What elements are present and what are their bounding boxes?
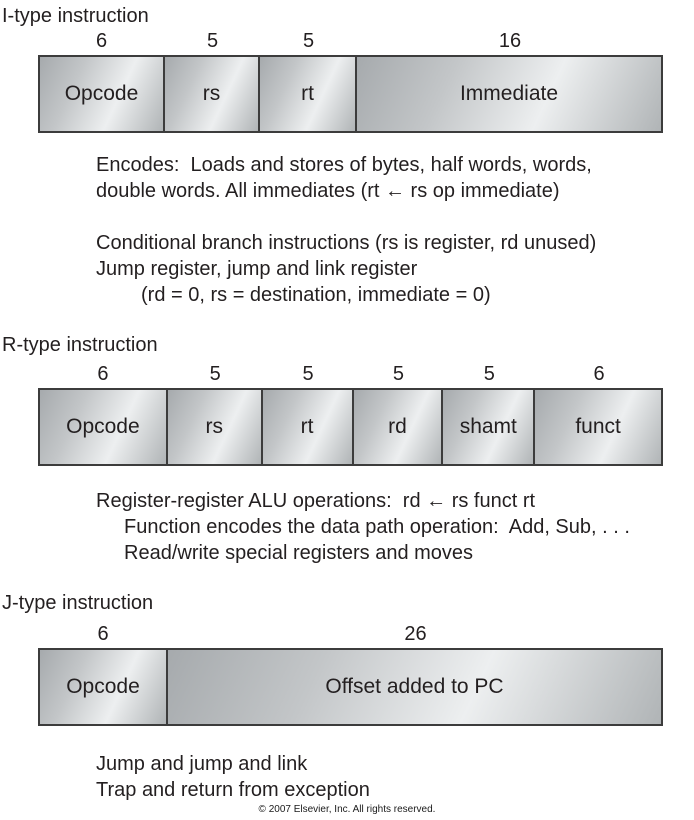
- field-box-rd: rd: [354, 388, 444, 466]
- itype-field-opcode: [38, 28, 165, 133]
- itype-field-immediate: [357, 28, 663, 133]
- bit-width-label: 26: [404, 623, 427, 645]
- field-box-shamt: shamt: [443, 388, 535, 466]
- note-line: Jump and jump and link: [96, 753, 308, 775]
- itype-field-rs: [165, 28, 260, 133]
- note-line: Trap and return from exception: [96, 779, 370, 801]
- jtype-title: J-type instruction: [2, 592, 154, 614]
- field-box-opcode: Opcode: [38, 55, 165, 133]
- note-line: double words. All immediates (rt ← rs op immediate): [96, 180, 560, 202]
- field-box-rs: rs: [165, 55, 260, 133]
- jtype-field-opcode: [38, 621, 168, 726]
- bit-width-label: 5: [206, 30, 219, 52]
- section-rtype: [0, 333, 694, 566]
- field-box-opcode: Opcode: [38, 388, 168, 466]
- rtype-field-rd: [354, 361, 444, 466]
- bit-width-label: 5: [483, 363, 495, 385]
- bit-width-label: 5: [302, 30, 315, 52]
- field-box-rs: rs: [168, 388, 263, 466]
- note-line: Conditional branch instructions (rs is register, rd unused): [96, 232, 597, 254]
- field-box-rt: rt: [260, 55, 357, 133]
- jtype-field-offset: [168, 621, 663, 726]
- field-box-opcode: Opcode: [38, 648, 168, 726]
- bit-width-label: 6: [97, 363, 109, 385]
- field-box-funct: funct: [535, 388, 663, 466]
- bit-width-label: 6: [593, 363, 605, 385]
- bit-width-label: 5: [392, 363, 404, 385]
- rtype-title: R-type instruction: [2, 334, 158, 356]
- note-line: Read/write special registers and moves: [124, 542, 474, 564]
- bit-width-label: 6: [97, 623, 109, 645]
- field-box-immediate: Immediate: [357, 55, 663, 133]
- field-box-rt: rt: [263, 388, 354, 466]
- itype-field-rt: [260, 28, 357, 133]
- bit-width-label: 5: [302, 363, 314, 385]
- note-line: Encodes: Loads and stores of bytes, half words, words,: [96, 154, 592, 176]
- note-line: (rd = 0, rs = destination, immediate = 0): [141, 284, 491, 306]
- rtype-format-diagram: [38, 361, 663, 466]
- copyright-notice: © 2007 Elsevier, Inc. All rights reserved.: [258, 804, 436, 815]
- note-line: Jump register, jump and link register: [96, 258, 418, 280]
- section-jtype: [0, 591, 694, 803]
- field-box-offset: Offset added to PC: [168, 648, 663, 726]
- note-line: Register-register ALU operations: rd ← rs funct rt: [96, 490, 536, 512]
- section-itype: [0, 4, 694, 308]
- rtype-field-opcode: [38, 361, 168, 466]
- bit-width-label: 6: [95, 30, 108, 52]
- itype-title: I-type instruction: [2, 5, 149, 27]
- rtype-field-rt: [263, 361, 354, 466]
- jtype-format-diagram: [38, 621, 663, 726]
- note-line: Function encodes the data path operation: Add, Sub, . . .: [124, 516, 630, 538]
- rtype-field-shamt: [443, 361, 535, 466]
- bit-width-label: 5: [209, 363, 221, 385]
- bit-width-label: 16: [498, 30, 522, 52]
- rtype-field-funct: [535, 361, 663, 466]
- rtype-field-rs: [168, 361, 263, 466]
- itype-format-diagram: [38, 28, 663, 133]
